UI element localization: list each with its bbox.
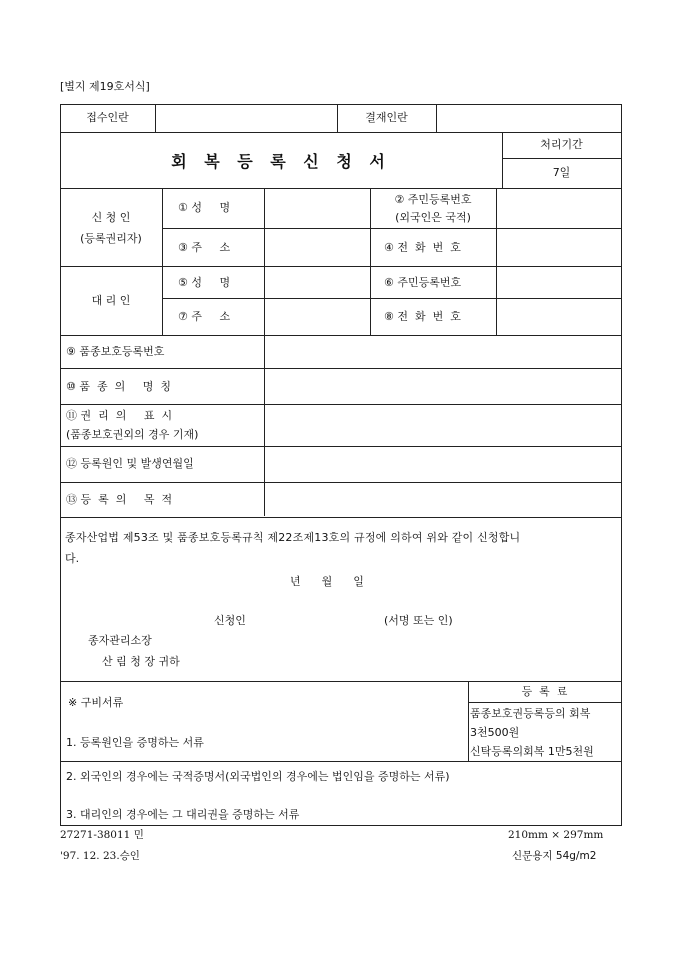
- agent-address-label: ⑦ 주 소: [178, 310, 231, 323]
- applicant-name-field[interactable]: [265, 189, 369, 227]
- recipient-seed-management-office: 종자관리소장: [88, 634, 152, 647]
- item-rights-note: (품종보호권외의 경우 기재): [66, 428, 199, 441]
- applicant-address-label: ③ 주 소: [178, 241, 231, 254]
- item-variety-reg-number-label: ⑨ 품종보호등록번호: [66, 345, 165, 358]
- applicant-id-field[interactable]: [497, 189, 620, 227]
- agent-phone-field[interactable]: [497, 299, 620, 334]
- form-label: [별지 제19호서식]: [60, 80, 150, 93]
- receipt-field[interactable]: [156, 105, 336, 131]
- fee-line-1: 품종보호권등록등의 회복: [470, 707, 591, 720]
- applicant-nationality-label: (외국인은 국적): [395, 211, 471, 224]
- item-variety-reg-number-field[interactable]: [265, 336, 620, 367]
- item-variety-name-label: ⑩ 품 종 의 명 칭: [66, 380, 171, 393]
- declaration-text: 종자산업법 제53조 및 품종보호등록규칙 제22조제13호의 규정에 의하여 위와 같이 신청합니: [65, 531, 521, 544]
- agent-id-field[interactable]: [497, 267, 620, 297]
- agent-name-label: ⑤ 성 명: [178, 276, 231, 289]
- applicant-phone-label: ④ 전 화 번 호: [384, 241, 461, 254]
- required-document-2: 2. 외국인의 경우에는 국적증명서(외국법인의 경우에는 법인임을 증명하는 서류): [66, 770, 450, 783]
- item-rights-field[interactable]: [265, 405, 620, 445]
- page-title: 회 복 등 록 신 청 서: [171, 152, 391, 171]
- applicant-id-label: ② 주민등록번호: [394, 193, 472, 206]
- applicant-group-label: 신 청 인: [91, 211, 131, 224]
- decision-label: 결재인란: [365, 111, 408, 124]
- applicant-address-field[interactable]: [265, 229, 369, 265]
- receipt-label: 접수인란: [86, 111, 129, 124]
- applicant-group-sublabel: (등록권리자): [80, 232, 142, 245]
- fee-line-3: 신탁등록의회복 1만5천원: [470, 745, 594, 758]
- applicant-signature-label: 신청인: [214, 614, 246, 627]
- form-code: 27271-38011 민: [60, 829, 144, 841]
- required-document-3: 3. 대리인의 경우에는 그 대리권을 증명하는 서류: [66, 808, 300, 821]
- decision-field[interactable]: [437, 105, 620, 131]
- paper-type: 신문용지 54g/m2: [512, 850, 597, 862]
- agent-id-label: ⑥ 주민등록번호: [384, 276, 462, 289]
- item-rights-label: ⑪ 권 리 의 표 시: [66, 409, 173, 422]
- item-cause-date-label: ⑫ 등록원인 및 발생연월일: [66, 457, 194, 470]
- declaration-date: 년 월 일: [290, 575, 364, 588]
- paper-size: 210mm × 297mm: [508, 829, 604, 841]
- applicant-name-label: ① 성 명: [178, 201, 231, 214]
- item-variety-name-field[interactable]: [265, 369, 620, 403]
- item-purpose-field[interactable]: [265, 483, 620, 516]
- agent-name-field[interactable]: [265, 267, 369, 297]
- processing-period-value: 7일: [552, 166, 571, 179]
- required-document-1: 1. 등록원인을 증명하는 서류: [66, 736, 204, 749]
- required-documents-header: ※ 구비서류: [68, 696, 124, 709]
- agent-group-label: 대 리 인: [91, 294, 131, 307]
- registration-fee-header: 등 록 료: [521, 685, 568, 698]
- processing-period-label: 처리기간: [540, 138, 583, 151]
- agent-address-field[interactable]: [265, 299, 369, 334]
- fee-line-2: 3천500원: [470, 726, 520, 739]
- item-cause-date-field[interactable]: [265, 447, 620, 481]
- approval-date: '97. 12. 23.승인: [60, 850, 140, 862]
- recipient-forest-service: 산 림 청 장 귀하: [102, 655, 180, 668]
- signature-placeholder: (서명 또는 인): [384, 614, 453, 627]
- agent-phone-label: ⑧ 전 화 번 호: [384, 310, 461, 323]
- declaration-text-end: 다.: [65, 552, 80, 565]
- item-purpose-label: ⑬ 등 록 의 목 적: [66, 493, 173, 506]
- applicant-phone-field[interactable]: [497, 229, 620, 265]
